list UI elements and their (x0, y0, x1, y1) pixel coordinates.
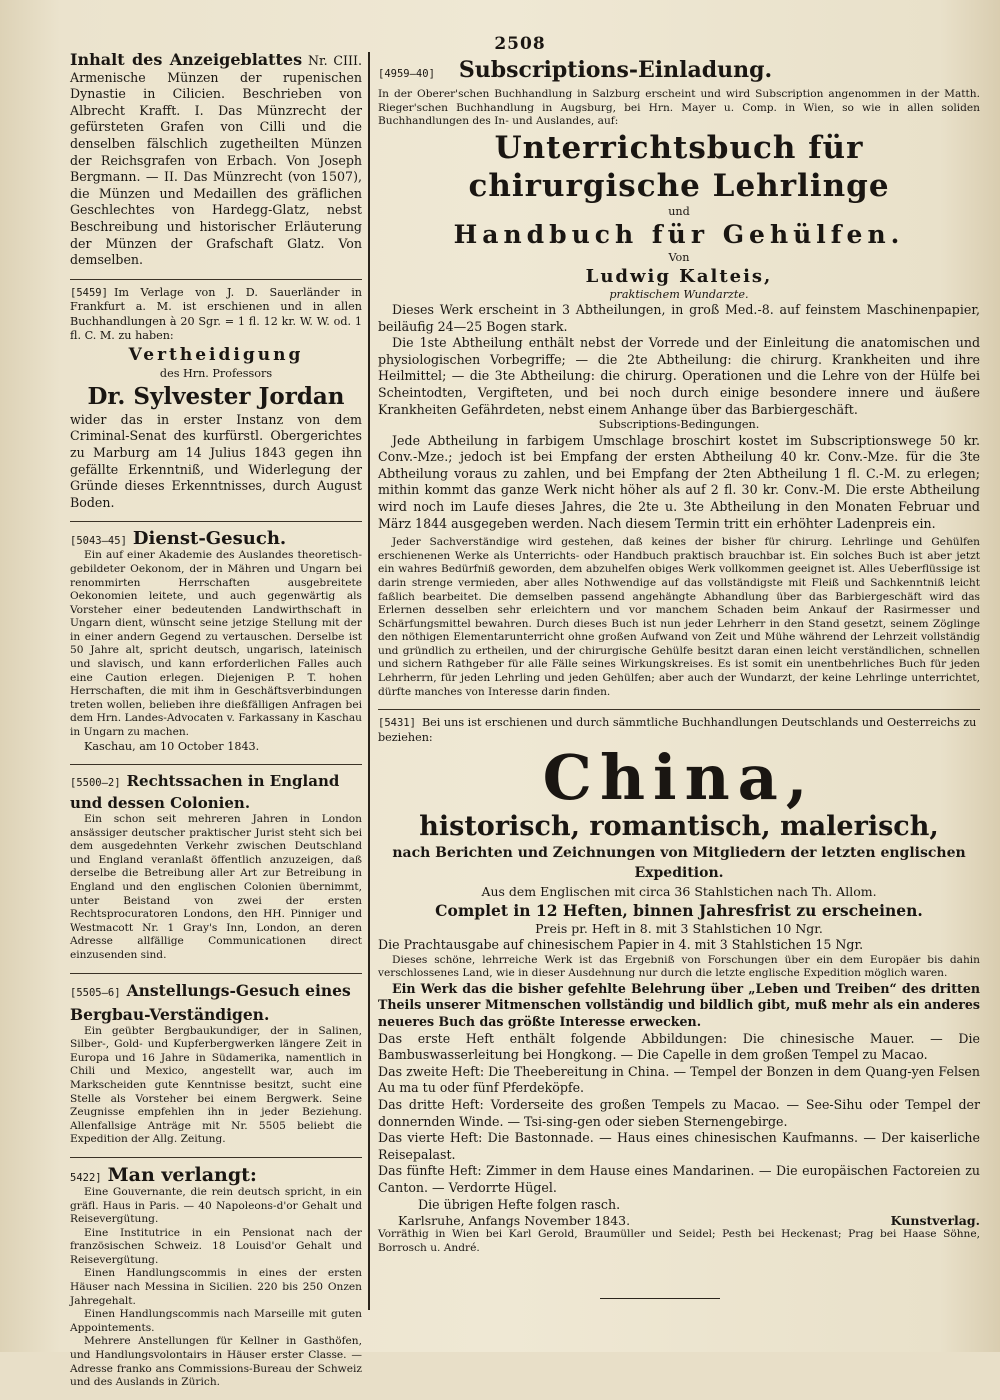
jordan-name: Dr. Sylvester Jordan (87, 382, 345, 410)
china-subtitle: historisch, romantisch, malerisch, (419, 811, 939, 843)
divider (70, 1157, 362, 1158)
subscription-p3: Jede Abtheilung in farbigem Umschlage broschirt kostet im Subscriptionswege 50 kr. Conv.-Mze.; jedoch ist bei Empfang der ersten Abtheilung 40 kr. Conv.-Mze. für die 3te Abtheilung voraus zu zahlen, und bei Empfang der 2ten Abtheilung 1 fl. C.-M. zu erlegen; mithin kommt das ganze Werk nicht höher als auf 2 fl. 30 kr. Conv.-M. Die erste Abtheilung wird noch im Laufe dieses Jahres, die 2te u. 3te Abtheilung in den Monaten Februar und März 1844 ausgegeben werden. Nach diesem Termin tritt ein erhöhter Ladenpreis ein. (378, 432, 980, 531)
verlangt-ad (70, 1164, 362, 1390)
dienst-date: Kaschau, am 10 October 1843. (84, 739, 260, 753)
dienst-ad (70, 528, 362, 754)
china-line: nach Berichten und Zeichnungen von Mitgliedern der letzten englischen Expedition. (392, 845, 966, 882)
china-complete: Complet in 12 Heften, binnen Jahresfrist zu erscheinen. (435, 901, 923, 921)
china-p2: Ein Werk das die bisher gefehlte Belehrung über „Leben und Treiben“ des dritten Theils unserer Mitmenschen vollständig und bildlich gibt, muß mehr als ein anderes neueres Buch das größte Interesse erwecken. (378, 980, 980, 1030)
subscription-author-sub: praktischem Wundarzte. (609, 287, 749, 301)
dienst-text: Ein auf einer Akademie des Auslandes theoretisch-gebildeter Oekonom, der in Mähren und Ungarn bei renommirten Herrschaften ausgebreitete Oekonomien leitete, und auch gegenwärtig als Vorsteher einer bedeutenden Landwirthschaft in Ungarn dient, wünscht seine jetzige Stellung mit der in einer andern Gegend zu vertauschen. Derselbe ist 50 Jahre alt, spricht deutsch, ungarisch, lateinisch und slavisch, und kann erforderlichen Falles auch eine Caution erlegen. Diejenigen P. T. hohen Herrschaften, die mit ihm in Geschäftsverbindungen treten wollen, belieben ihre dießfälligen Anfragen bei dem Hrn. Landes-Advocaten v. Farkassany in Kaschau in Ungarn zu machen. (70, 549, 362, 739)
bergbau-text: Ein geübter Bergbaukundiger, der in Salinen, Silber-, Gold- und Kupferbergwerken längere Zeit in Europa und 16 Jahre in Südamerika, namentlich in Chili und Mexico, angestellt war, auch im Markscheiden gute Kenntnisse besitzt, sucht eine Stelle als Vorsteher bei einem Bergwerk. Seine Zeugnisse empfehlen ihn in jeder Beziehung. Allenfallsige Anträge mit Nr. 5505 beliebt die Expedition der Allg. Zeitung. (70, 1024, 362, 1146)
ad-ref: [4959—40] (378, 68, 435, 80)
column-divider (368, 52, 370, 1310)
subscription-und: und (668, 204, 690, 218)
right-column (378, 52, 980, 1265)
subscription-p1: Dieses Werk erscheint in 3 Abtheilungen, in groß Med.-8. auf feinstem Maschinenpapier, beiläufig 24—25 Bogen stark. (378, 302, 980, 334)
inhalt-heading: Inhalt des Anzeigeblattes (70, 50, 303, 69)
list-item: Eine Institutrice in ein Pensionat nach der französischen Schweiz. 18 Louisd'or Gehalt und Reisevergütung. (70, 1226, 362, 1266)
footer-rule (600, 1298, 720, 1299)
left-column (70, 52, 362, 1400)
china-heft-4: Das vierte Heft: Die Bastonnade. — Haus eines chinesischen Kaufmanns. — Der kaiserliche Reisepalast. (378, 1130, 980, 1162)
subscription-von: Von (668, 251, 690, 265)
china-rest: Die übrigen Hefte folgen rasch. (418, 1196, 621, 1212)
divider (70, 973, 362, 974)
divider (378, 709, 980, 710)
china-signature (378, 1213, 980, 1228)
rechtssachen-text: Ein schon seit mehreren Jahren in London ansässiger deutscher praktischer Jurist steht sich bei dem ausgedehnten Verkehr zwischen Deutschland und England veranlaßt öffentlich anzuzeigen, daß derselbe die Betreibung aller Art zur Betreibung in England und den englischen Colonien übernimmt, unter Beistand von zwei der ersten Rechtsprocuratoren Londons, den HH. Pinniger und Westmacott Nr. 1 Gray's Inn, London, an deren Adresse allfällige Communicationen direct einzusenden sind. (70, 813, 362, 961)
subscription-title-2: Handbuch für Gehülfen. (453, 220, 905, 250)
china-title: China, (542, 741, 816, 815)
china-heft-2: Das zweite Heft: Die Theebereitung in China. — Tempel der Bonzen in dem Quang-yen Felsen Au ma tu oder fünf Pferdeköpfe. (378, 1063, 980, 1096)
china-heft-3: Das dritte Heft: Vorderseite des großen Tempels zu Macao. — See-Sihu oder Tempel der donnernden Winde. — Tsi-sing-gen oder sieben Sternengebirge. (378, 1097, 980, 1129)
jordan-sub: des Hrn. Professors (159, 367, 273, 381)
divider (70, 764, 362, 765)
china-heft-1: Das erste Heft enthält folgende Abbildungen: Die chinesische Mauer. — Die Bambuswasserleitung bei Hongkong. — Die Capelle in dem großen Tempel zu Macao. (378, 1030, 980, 1063)
china-place: Karlsruhe, Anfangs November 1843. (398, 1213, 631, 1229)
ad-ref: [5043—45] (70, 535, 127, 548)
subscription-heading: Subscriptions-Einladung. (458, 57, 773, 83)
jordan-title: Vertheidigung (128, 345, 304, 366)
jordan-intro: Im Verlage von J. D. Sauerländer in Frankfurt a. M. ist erschienen und in allen Buchhandlungen à 20 Sgr. = 1 fl. 12 kr. W. W. od. 1 fl. C. M. zu haben: (70, 285, 362, 342)
jordan-text: wider das in erster Instanz von dem Criminal-Senat des kurfürstl. Obergerichtes zu Marburg am 14 Julius 1843 gegen ihn gefällte Erkenntniß, und Widerlegung der Gründe dieses Erkenntnisses, durch August Boden. (70, 411, 362, 510)
inhalt-number: Nr. CIII. (307, 53, 362, 68)
ad-ref: [5505—6] (70, 986, 121, 999)
china-translated: Aus dem Englischen mit circa 36 Stahlstichen nach Th. Allom. (481, 884, 877, 900)
divider (70, 521, 362, 522)
dienst-heading: Dienst-Gesuch. (132, 528, 287, 550)
china-intro: Bei uns ist erschienen und durch sämmtliche Buchhandlungen Deutschlands und Oesterreichs zu beziehen: (378, 716, 977, 744)
ad-ref: [5431] (378, 717, 416, 730)
subscription-conditions-heading: Subscriptions-Bedingungen. (598, 418, 760, 432)
page-number: 2508 (494, 34, 546, 54)
china-publisher: Kunstverlag. (890, 1213, 980, 1229)
list-item: Einen Handlungscommis nach Marseille mit guten Appointements. (70, 1308, 362, 1334)
subscription-ad (378, 56, 980, 699)
china-stock: Vorräthig in Wien bei Karl Gerold, Braumüller und Seidel; Pesth bei Heckenast; Prag bei Haase Söhne, Borrosch u. André. (378, 1228, 980, 1254)
subscription-title-1: Unterrichtsbuch für chirurgische Lehrlinge (468, 129, 890, 204)
list-item: Einen Handlungscommis in eines der ersten Häuser nach Messina in Sicilien. 220 bis 250 Onzen Jahregehalt. (70, 1267, 362, 1307)
jordan-ad (70, 286, 362, 512)
rechtssachen-ad (70, 771, 362, 963)
china-price-2: Die Prachtausgabe auf chinesischem Papier in 4. mit 3 Stahlstichen 15 Ngr. (378, 937, 864, 953)
verlangt-heading: Man verlangt: (107, 1163, 257, 1186)
rechtssachen-heading: Rechtssachen in England und dessen Colonien. (70, 772, 340, 813)
china-heft-5: Das fünfte Heft: Zimmer in dem Hause eines Mandarinen. — Die europäischen Factoreien zu Canton. — Verdorrte Hügel. (378, 1163, 980, 1195)
ad-ref: 5422] (70, 1171, 102, 1184)
china-price-1: Preis pr. Heft in 8. mit 3 Stahlstichen 10 Ngr. (535, 921, 823, 937)
ad-ref: [5459] (70, 286, 108, 299)
bergbau-ad (70, 980, 362, 1147)
inhalt-section (70, 52, 362, 269)
china-p1: Dieses schöne, lehrreiche Werk ist das Ergebniß von Forschungen über ein dem Europäer bis dahin verschlossenes Land, wie in dieser Ausdehnung nur durch die letzte englische Expedition möglich waren. (378, 953, 980, 980)
bergbau-heading: Anstellungs-Gesuch eines Bergbau-Verständigen. (70, 980, 351, 1024)
subscription-p4: Jeder Sachverständige wird gestehen, daß keines der bisher für chirurg. Lehrlinge und Gehülfen erschienenen Werke als Unterrichts- oder Handbuch praktisch brauchbar ist. Ein solches Buch ist aber jetzt ein wahres Bedürfniß geworden, dem abzuhelfen obiges Werk vollkommen geeignet ist. Alles Ueberflüssige ist darin strenge vermieden, aber alles Nothwendige auf das vollständigste mit Fleiß und Sachkenntniß leicht faßlich bearbeitet. Die demselben passend angehängte Abhandlung über das Barbiergeschäft wird das Erlernen desselben sehr erleichtern und vor manchem Schaden beim Ankauf der Rasirmesser und Schärfungsmittel bewahren. Durch dieses Buch ist nun jeder Lehrherr in den Stand gesetzt, seinem Zöglinge den nöthigen Elementarunterricht ohne großen Aufwand von Zeit und Mühe während der Lehrzeit vollständig und gründlich zu ertheilen, und der chirurgische Gehülfe besitzt daran einen leicht verständlichen, schnellen und sichern Rathgeber für alle Fälle seines Wirkungskreises. Es ist somit ein unentbehrliches Buch für jeden Lehrherrn, für jeden Lehrling und jeden Gehülfen; aber auch der Wundarzt, der keine Lehrlinge unterrichtet, dürfte manches von Interesse darin finden. (378, 536, 980, 698)
subscription-p2: Die 1ste Abtheilung enthält nebst der Vorrede und der Einleitung die anatomischen und physiologischen Vorbegriffe; — die 2te Abtheilung: die chirurg. Krankheiten und ihre Heilmittel; — die 3te Abtheilung: die chirurg. Operationen und die Lehre von der Hülfe bei Scheintodten, Vergifteten, und bei noch durch einige besondere innere und äußere Krankheiten Gefährdeten, nebst einem Anhange über das Barbiergeschäft. (378, 335, 980, 417)
subscription-intro: In der Oberer'schen Buchhandlung in Salzburg erscheint und wird Subscription angenommen in der Matth. Rieger'schen Buchhandlung in Augsburg, bei Hrn. Mayer u. Comp. in Wien, so wie in allen soliden Buchhandlungen des In- und Auslandes, auf: (378, 88, 980, 128)
list-item: Mehrere Anstellungen für Kellner in Gasthöfen, und Handlungsvolontairs in Häuser erster Classe. — Adresse franko ans Commissions-Bureau der Schweiz und des Auslands in Zürich. (70, 1335, 362, 1389)
ad-ref: [5500—2] (70, 777, 121, 790)
subscription-author: Ludwig Kalteis, (585, 265, 773, 287)
divider (70, 279, 362, 280)
list-item: Eine Gouvernante, die rein deutsch spricht, in ein gräfl. Haus in Paris. — 40 Napoleons-d'or Gehalt und Reisevergütung. (70, 1185, 362, 1226)
inhalt-text: Armenische Münzen der rupenischen Dynastie in Cilicien. Beschrieben von Albrecht Krafft. I. Das Münzrecht der gefürsteten Grafen von Cilli und die denselben fälschlich zugetheilten Münzen der Reichsgrafen von Erbach. Von Joseph Bergmann. — II. Das Münzrecht (von 1507), die Münzen und Medaillen des gräflichen Geschlechtes von Hardegg-Glatz, nebst Beschreibung und historischer Erläuterung der Münzen der Grafschaft Glatz. Von demselben. (70, 69, 362, 268)
china-ad (378, 716, 980, 1255)
